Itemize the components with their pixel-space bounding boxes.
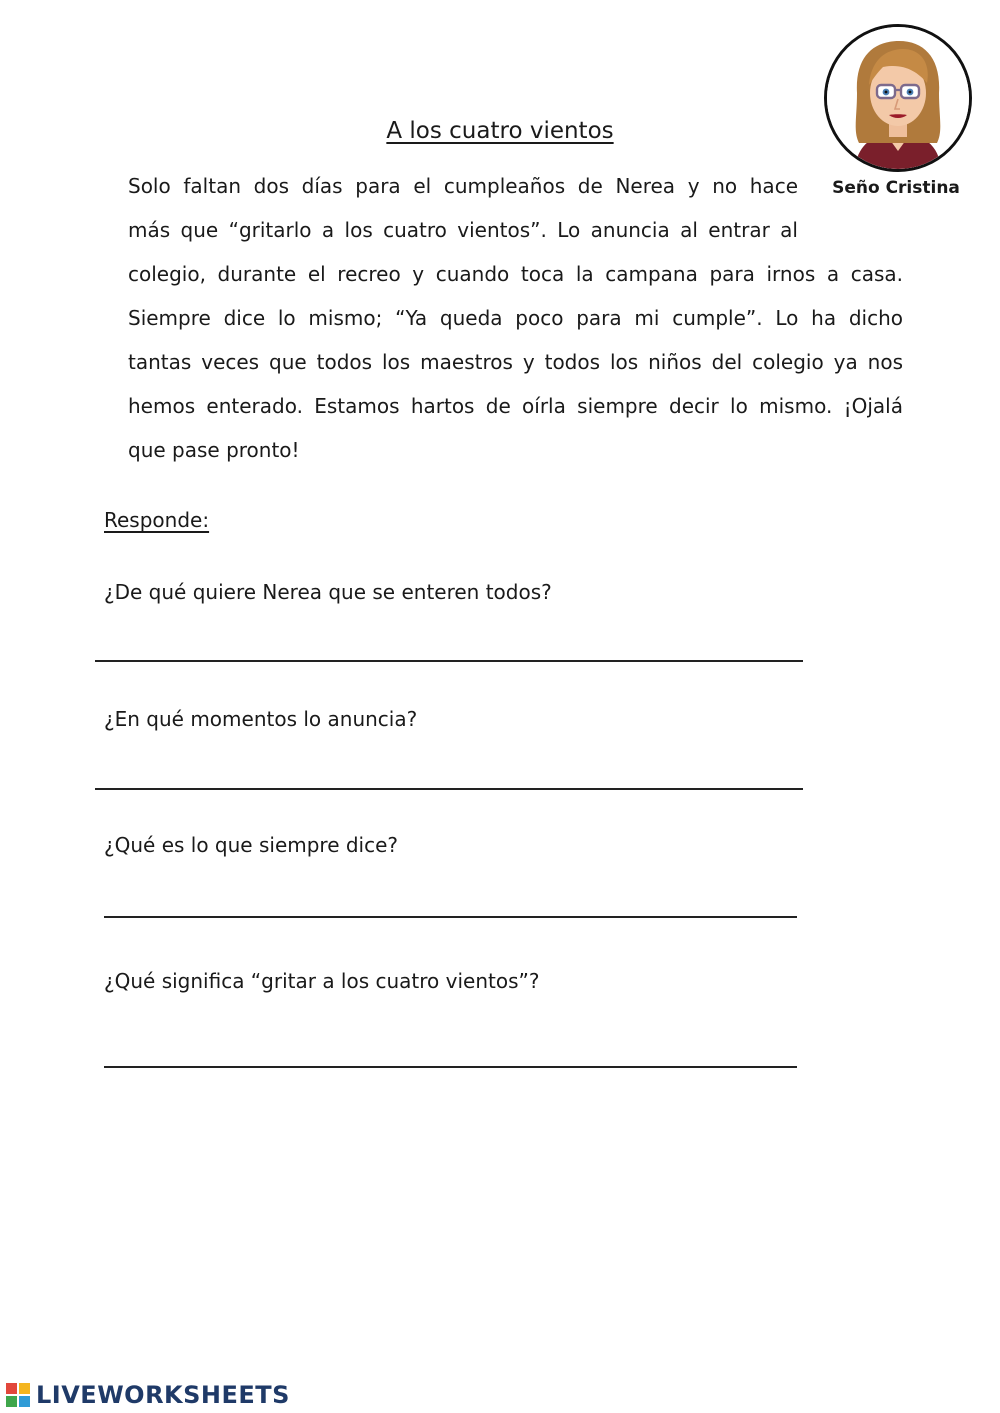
answer-line-1[interactable] [95, 660, 803, 662]
story-line: colegio, durante el recreo y cuando toca la campana para irnos a casa. [128, 262, 903, 286]
story-line: más que “gritarlo a los cuatro vientos”. Lo anuncia al entrar al [128, 218, 798, 242]
story-line: Siempre dice lo mismo; “Ya queda poco para mi cumple”. Lo ha dicho [128, 306, 903, 330]
story-line: tantas veces que todos los maestros y todos los niños del colegio ya nos [128, 350, 903, 374]
worksheet-title: A los cuatro vientos [386, 118, 614, 144]
question-4: ¿Qué significa “gritar a los cuatro vientos”? [104, 969, 540, 993]
teacher-avatar-icon [827, 27, 969, 169]
brand-name: LIVEWORKSHEETS [36, 1381, 290, 1409]
story-line: Solo faltan dos días para el cumpleaños de Nerea y no hace [128, 174, 798, 198]
story-line: que pase pronto! [128, 438, 300, 462]
answer-line-4[interactable] [104, 1066, 797, 1068]
answer-line-3[interactable] [104, 916, 797, 918]
story-line: hemos enterado. Estamos hartos de oírla siempre decir lo mismo. ¡Ojalá [128, 394, 903, 418]
answer-line-2[interactable] [95, 788, 803, 790]
responde-heading: Responde: [104, 508, 210, 532]
teacher-name: Seño Cristina [832, 178, 960, 198]
question-3: ¿Qué es lo que siempre dice? [104, 833, 399, 857]
liveworksheets-logo-icon [6, 1382, 34, 1408]
question-2: ¿En qué momentos lo anuncia? [104, 707, 418, 731]
teacher-avatar [824, 24, 972, 172]
question-1: ¿De qué quiere Nerea que se enteren todos? [104, 580, 552, 604]
liveworksheets-logo[interactable] [6, 1380, 290, 1410]
